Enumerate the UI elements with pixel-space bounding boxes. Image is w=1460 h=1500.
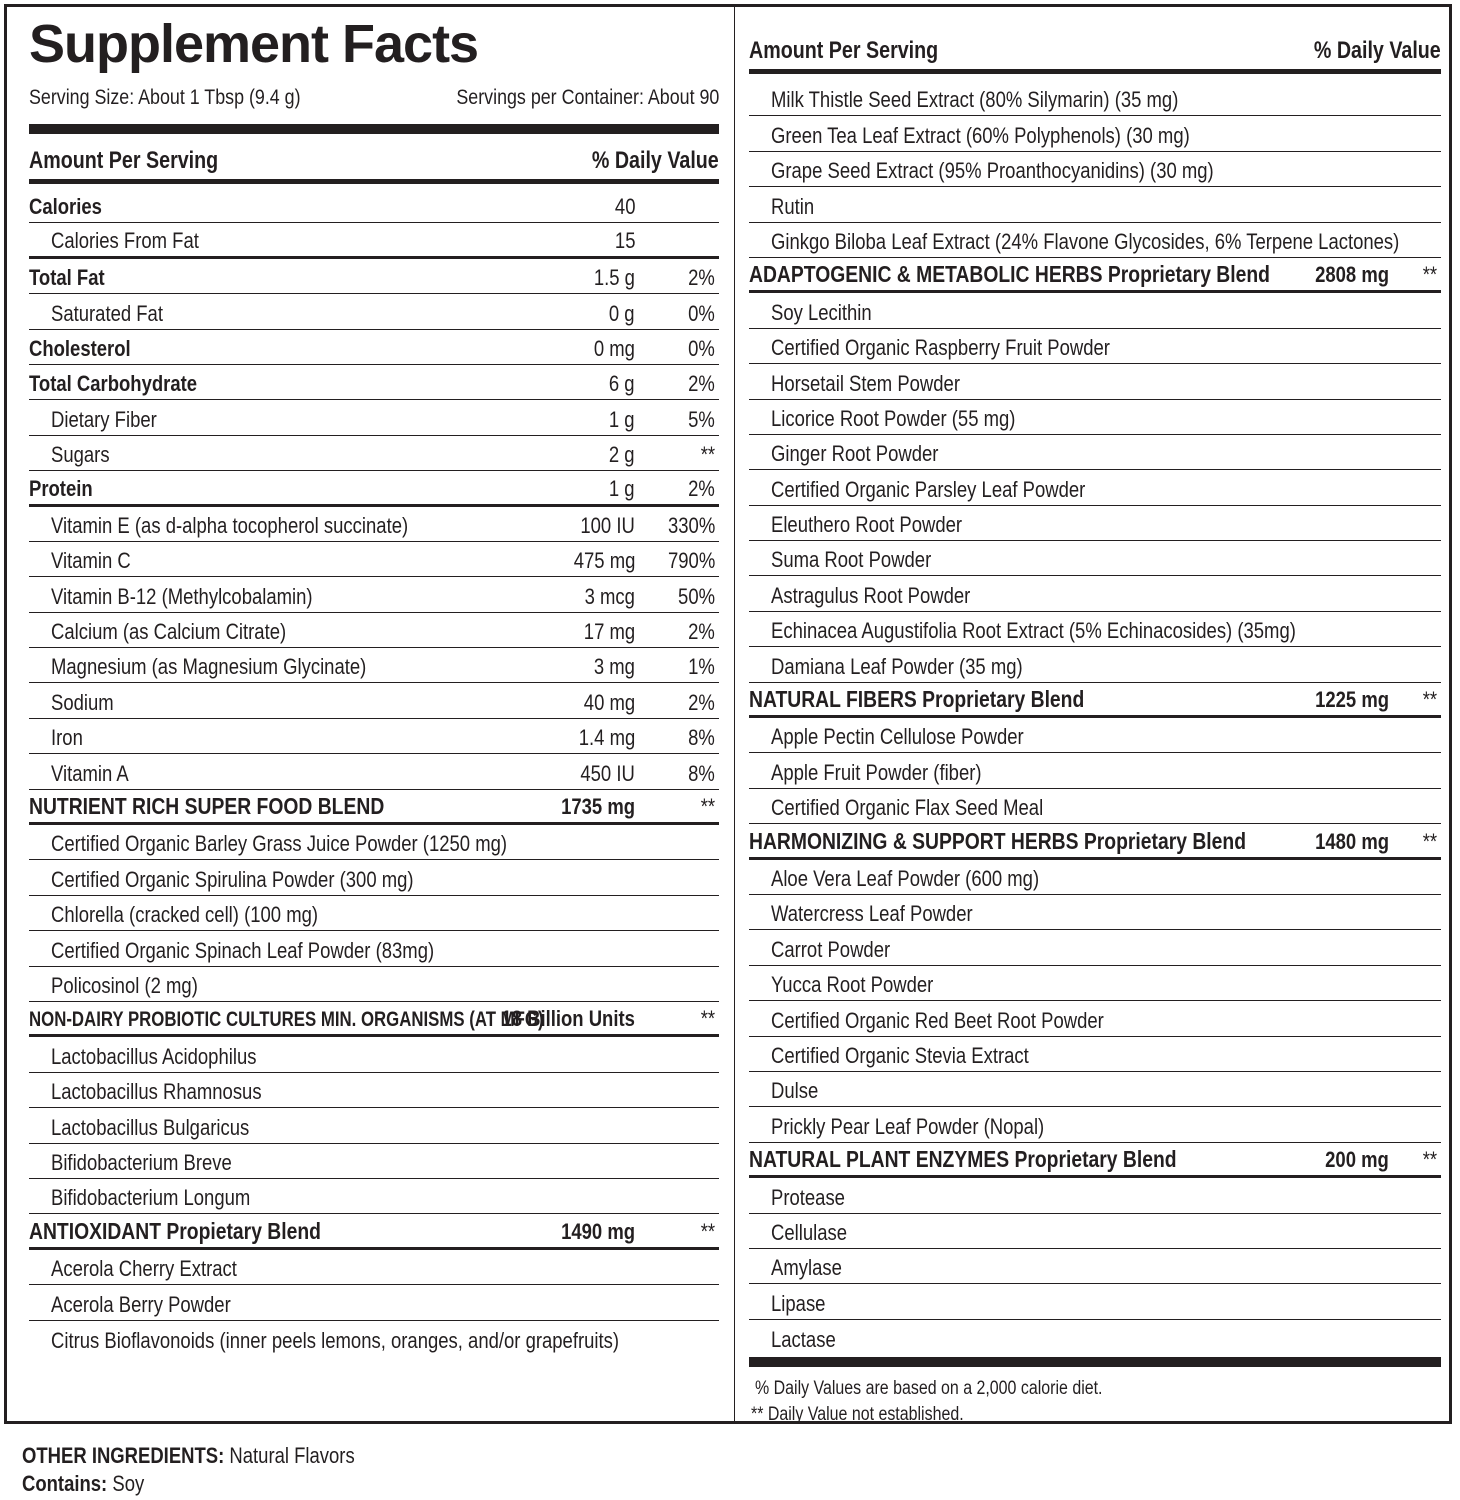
nutrient-name: Lactobacillus Bulgaricus	[51, 1114, 250, 1140]
nutrient-daily-value: 0%	[688, 300, 715, 326]
right-nutrient-list	[749, 81, 1441, 1355]
header-amount: Amount Per Serving	[749, 37, 939, 64]
nutrient-name: Carrot Powder	[771, 936, 891, 962]
nutrient-amount: 2 g	[609, 442, 635, 468]
nutrient-name: Ginkgo Biloba Leaf Extract (24% Flavone Glycosides, 6% Terpene Lactones)	[771, 228, 1400, 254]
nutrient-name: Vitamin E (as d-alpha tocopherol succinate)	[51, 512, 409, 538]
nutrient-row	[749, 1107, 1441, 1142]
nutrient-name: Certified Organic Spinach Leaf Powder (83mg)	[51, 937, 435, 963]
nutrient-row	[29, 1144, 719, 1179]
nutrient-name: Suma Root Powder	[771, 547, 932, 573]
nutrient-daily-value: 0%	[688, 335, 715, 361]
nutrient-row	[749, 1249, 1441, 1284]
nutrient-name: NATURAL PLANT ENZYMES Proprietary Blend	[749, 1146, 1177, 1173]
nutrient-row	[29, 967, 719, 1002]
nutrient-row	[749, 789, 1441, 824]
nutrient-row	[29, 719, 719, 754]
nutrient-name: Lactobacillus Rhamnosus	[51, 1079, 262, 1105]
nutrient-name: Astragulus Root Powder	[771, 582, 971, 608]
nutrient-row	[29, 1285, 719, 1320]
blend-row	[749, 683, 1441, 718]
nutrient-daily-value: 5%	[688, 406, 715, 432]
nutrient-row	[749, 152, 1441, 187]
nutrient-name: Milk Thistle Seed Extract (80% Silymarin) (35 mg)	[771, 87, 1179, 113]
nutrient-daily-value: **	[1422, 262, 1437, 288]
nutrient-name: Cellulase	[771, 1219, 848, 1245]
nutrient-row	[749, 1284, 1441, 1319]
nutrient-row	[29, 294, 719, 329]
nutrient-daily-value: 1%	[688, 654, 715, 680]
other-ingredients-line	[22, 1442, 355, 1470]
nutrient-daily-value: 2%	[688, 475, 715, 501]
nutrient-row	[749, 930, 1441, 965]
nutrient-daily-value: **	[1422, 1147, 1437, 1173]
nutrient-row	[749, 718, 1441, 753]
nutrient-name: Bifidobacterium Longum	[51, 1185, 251, 1211]
nutrient-row	[749, 541, 1441, 576]
nutrient-row	[29, 1073, 719, 1108]
nutrient-row	[749, 1178, 1441, 1213]
nutrient-name: Aloe Vera Leaf Powder (600 mg)	[771, 865, 1040, 891]
blend-row	[29, 790, 719, 825]
nutrient-amount: 1480 mg	[1315, 828, 1389, 854]
nutrient-amount: 1.4 mg	[578, 725, 635, 751]
nutrient-row	[749, 612, 1441, 647]
nutrient-daily-value: **	[700, 1218, 715, 1244]
nutrient-name: Certified Organic Spirulina Powder (300 mg)	[51, 866, 414, 892]
nutrient-name: Vitamin B-12 (Methylcobalamin)	[51, 583, 313, 609]
nutrient-amount: 15	[614, 227, 635, 253]
nutrient-row	[29, 188, 719, 223]
nutrient-name: Damiana Leaf Powder (35 mg)	[771, 653, 1023, 679]
nutrient-row	[29, 1250, 719, 1285]
nutrient-amount: 1 g	[609, 475, 635, 501]
nutrient-row	[749, 576, 1441, 611]
nutrient-row	[749, 506, 1441, 541]
nutrient-amount: 1735 mg	[561, 794, 635, 820]
contains-line	[22, 1470, 355, 1498]
header-daily-value: % Daily Value	[592, 147, 719, 174]
nutrient-daily-value: **	[1422, 828, 1437, 854]
nutrient-name: Grape Seed Extract (95% Proanthocyanidins) (30 mg)	[771, 158, 1214, 184]
nutrient-name: Certified Organic Parsley Leaf Powder	[771, 476, 1086, 502]
nutrient-name: Sodium	[51, 689, 114, 715]
nutrient-name: Yucca Root Powder	[771, 972, 934, 998]
nutrient-row	[29, 436, 719, 471]
nutrient-name: Green Tea Leaf Extract (60% Polyphenols) (30 mg)	[771, 122, 1190, 148]
footnote-daily-values: % Daily Values are based on a 2,000 calorie diet.	[755, 1378, 1103, 1399]
nutrient-row	[29, 507, 719, 542]
nutrient-row	[749, 116, 1441, 151]
nutrient-name: Vitamin C	[51, 548, 131, 574]
nutrient-name: Lactase	[771, 1327, 836, 1353]
nutrient-daily-value: 50%	[678, 583, 715, 609]
nutrient-row	[749, 329, 1441, 364]
nutrient-row	[29, 223, 719, 258]
nutrient-name: Echinacea Augustifolia Root Extract (5% Echinacosides) (35mg)	[771, 618, 1296, 644]
nutrient-row	[749, 1072, 1441, 1107]
header-amount: Amount Per Serving	[29, 147, 219, 174]
nutrient-name: Eleuthero Root Powder	[771, 512, 963, 538]
nutrient-row	[29, 471, 719, 506]
nutrient-name: Calories	[29, 194, 102, 220]
nutrient-name: Acerola Berry Powder	[51, 1291, 231, 1317]
nutrient-name: Total Carbohydrate	[29, 371, 198, 397]
nutrient-name: Dulse	[771, 1078, 819, 1104]
contains-label: Contains:	[22, 1471, 108, 1496]
nutrient-name: Bifidobacterium Breve	[51, 1149, 232, 1175]
nutrient-amount: 40 mg	[583, 689, 635, 715]
nutrient-row	[29, 648, 719, 683]
nutrient-name: Protease	[771, 1184, 845, 1210]
nutrient-row	[29, 931, 719, 966]
nutrient-name: Saturated Fat	[51, 300, 163, 326]
column-divider	[734, 7, 735, 1421]
nutrient-amount: 3 mcg	[584, 583, 635, 609]
nutrient-name: Chlorella (cracked cell) (100 mg)	[51, 902, 319, 928]
nutrient-amount: 1 g	[609, 406, 635, 432]
nutrient-row	[29, 896, 719, 931]
nutrient-name: Calcium (as Calcium Citrate)	[51, 619, 287, 645]
nutrient-name: Citrus Bioflavonoids (inner peels lemons, oranges, and/or grapefruits)	[51, 1327, 620, 1353]
nutrient-row	[29, 1108, 719, 1143]
nutrient-daily-value: 2%	[688, 619, 715, 645]
nutrient-name: Ginger Root Powder	[771, 441, 939, 467]
nutrient-amount: 3 mg	[593, 654, 635, 680]
blend-row	[749, 1143, 1441, 1178]
nutrient-daily-value: 2%	[688, 689, 715, 715]
nutrient-daily-value: **	[1422, 687, 1437, 713]
thick-rule	[749, 1357, 1441, 1367]
nutrient-name: Calories From Fat	[51, 227, 199, 253]
nutrient-name: Horsetail Stem Powder	[771, 370, 960, 396]
nutrient-row	[749, 1037, 1441, 1072]
nutrient-row	[749, 966, 1441, 1001]
nutrient-name: Apple Fruit Powder (fiber)	[771, 759, 982, 785]
nutrient-name: Certified Organic Raspberry Fruit Powder	[771, 335, 1110, 361]
serving-size: Serving Size: About 1 Tbsp (9.4 g)	[29, 86, 301, 109]
nutrient-row	[29, 1179, 719, 1214]
other-ingredients-value: Natural Flavors	[229, 1443, 355, 1468]
blend-row	[29, 1214, 719, 1249]
nutrient-daily-value: 2%	[688, 371, 715, 397]
nutrient-name: Policosinol (2 mg)	[51, 972, 198, 998]
nutrient-daily-value: 330%	[667, 512, 715, 538]
nutrient-amount: 1.5 g	[593, 265, 635, 291]
nutrient-row	[749, 1214, 1441, 1249]
nutrient-amount: 475 mg	[573, 548, 635, 574]
other-ingredients	[22, 1442, 418, 1498]
left-nutrient-list	[29, 188, 719, 1356]
nutrient-name: Certified Organic Red Beet Root Powder	[771, 1007, 1104, 1033]
nutrient-amount: 200 mg	[1325, 1147, 1389, 1173]
header-rule	[749, 69, 1441, 74]
nutrient-name: Certified Organic Stevia Extract	[771, 1042, 1029, 1068]
nutrient-daily-value: 2%	[688, 265, 715, 291]
thick-rule	[29, 124, 719, 134]
nutrient-row	[749, 895, 1441, 930]
nutrient-name: Certified Organic Flax Seed Meal	[771, 795, 1044, 821]
nutrient-name: Cholesterol	[29, 335, 131, 361]
nutrient-row	[749, 435, 1441, 470]
nutrient-name: HARMONIZING & SUPPORT HERBS Proprietary Blend	[749, 827, 1247, 854]
nutrient-daily-value: 790%	[667, 548, 715, 574]
nutrient-daily-value: **	[700, 1006, 715, 1032]
nutrient-name: Protein	[29, 475, 93, 501]
nutrient-name: ANTIOXIDANT Propietary Blend	[29, 1217, 321, 1244]
nutrient-row	[749, 293, 1441, 328]
nutrient-row	[749, 187, 1441, 222]
nutrient-daily-value: **	[700, 794, 715, 820]
nutrient-amount: 0 mg	[593, 335, 635, 361]
nutrient-amount: 1225 mg	[1315, 687, 1389, 713]
nutrient-amount: 2808 mg	[1315, 262, 1389, 288]
nutrient-name: Watercress Leaf Powder	[771, 901, 973, 927]
nutrient-row	[29, 860, 719, 895]
nutrient-amount: 18 Billion Units	[501, 1006, 635, 1032]
column-header	[749, 37, 1441, 67]
nutrient-name: Certified Organic Barley Grass Juice Powder (1250 mg)	[51, 831, 508, 857]
nutrient-row	[29, 683, 719, 718]
nutrient-name: Magnesium (as Magnesium Glycinate)	[51, 654, 367, 680]
nutrient-row	[29, 825, 719, 860]
panel-title: Supplement Facts	[29, 14, 479, 74]
nutrient-name: Iron	[51, 725, 83, 751]
nutrient-name: Amylase	[771, 1255, 842, 1281]
nutrient-row	[749, 223, 1441, 258]
nutrient-name: ADAPTOGENIC & METABOLIC HERBS Proprietary Blend	[749, 261, 1270, 288]
nutrient-row	[749, 1320, 1441, 1355]
nutrient-name: NUTRIENT RICH SUPER FOOD BLEND	[29, 793, 385, 820]
nutrient-row	[749, 81, 1441, 116]
nutrient-row	[29, 259, 719, 294]
nutrient-name: Prickly Pear Leaf Powder (Nopal)	[771, 1113, 1045, 1139]
nutrient-row	[749, 647, 1441, 682]
nutrient-row	[749, 470, 1441, 505]
nutrient-name: Vitamin A	[51, 760, 129, 786]
header-daily-value: % Daily Value	[1314, 37, 1441, 64]
supplement-facts-panel	[4, 4, 1452, 1424]
servings-per-container: Servings per Container: About 90	[456, 86, 719, 109]
nutrient-name: Apple Pectin Cellulose Powder	[771, 724, 1024, 750]
nutrient-name: Sugars	[51, 442, 110, 468]
nutrient-daily-value: 8%	[688, 725, 715, 751]
nutrient-row	[29, 1037, 719, 1072]
nutrient-row	[29, 330, 719, 365]
nutrient-name: Dietary Fiber	[51, 406, 157, 432]
nutrient-row	[749, 753, 1441, 788]
nutrient-name: Total Fat	[29, 265, 105, 291]
nutrient-name: NON-DAIRY PROBIOTIC CULTURES MIN. ORGANISMS (AT MFG)	[29, 1008, 544, 1032]
footnote-not-established: ** Daily Value not established.	[751, 1404, 964, 1425]
nutrient-row	[29, 365, 719, 400]
nutrient-row	[749, 1001, 1441, 1036]
nutrient-name: Lactobacillus Acidophilus	[51, 1043, 257, 1069]
nutrient-row	[29, 754, 719, 789]
nutrient-row	[749, 400, 1441, 435]
nutrient-amount: 1490 mg	[561, 1218, 635, 1244]
nutrient-daily-value: 8%	[688, 760, 715, 786]
nutrient-row	[29, 613, 719, 648]
nutrient-amount: 0 g	[609, 300, 635, 326]
column-header	[29, 147, 719, 177]
nutrient-name: NATURAL FIBERS Proprietary Blend	[749, 686, 1085, 713]
nutrient-row	[29, 577, 719, 612]
nutrient-amount: 40	[614, 194, 635, 220]
nutrient-row	[29, 542, 719, 577]
blend-row	[749, 824, 1441, 859]
nutrient-row	[749, 364, 1441, 399]
nutrient-row	[29, 1321, 719, 1356]
nutrient-daily-value: **	[700, 442, 715, 468]
nutrient-name: Licorice Root Powder (55 mg)	[771, 405, 1016, 431]
other-ingredients-label: OTHER INGREDIENTS:	[22, 1443, 225, 1468]
nutrient-amount: 100 IU	[580, 512, 635, 538]
nutrient-amount: 6 g	[609, 371, 635, 397]
nutrient-row	[749, 860, 1441, 895]
nutrient-name: Acerola Cherry Extract	[51, 1256, 237, 1282]
blend-row	[29, 1002, 719, 1037]
nutrient-name: Rutin	[771, 193, 815, 219]
nutrient-amount: 17 mg	[583, 619, 635, 645]
header-rule	[29, 179, 719, 184]
nutrient-amount: 450 IU	[580, 760, 635, 786]
nutrient-name: Lipase	[771, 1290, 826, 1316]
nutrient-name: Soy Lecithin	[771, 299, 872, 325]
nutrient-row	[29, 400, 719, 435]
blend-row	[749, 258, 1441, 293]
contains-value: Soy	[112, 1471, 145, 1496]
